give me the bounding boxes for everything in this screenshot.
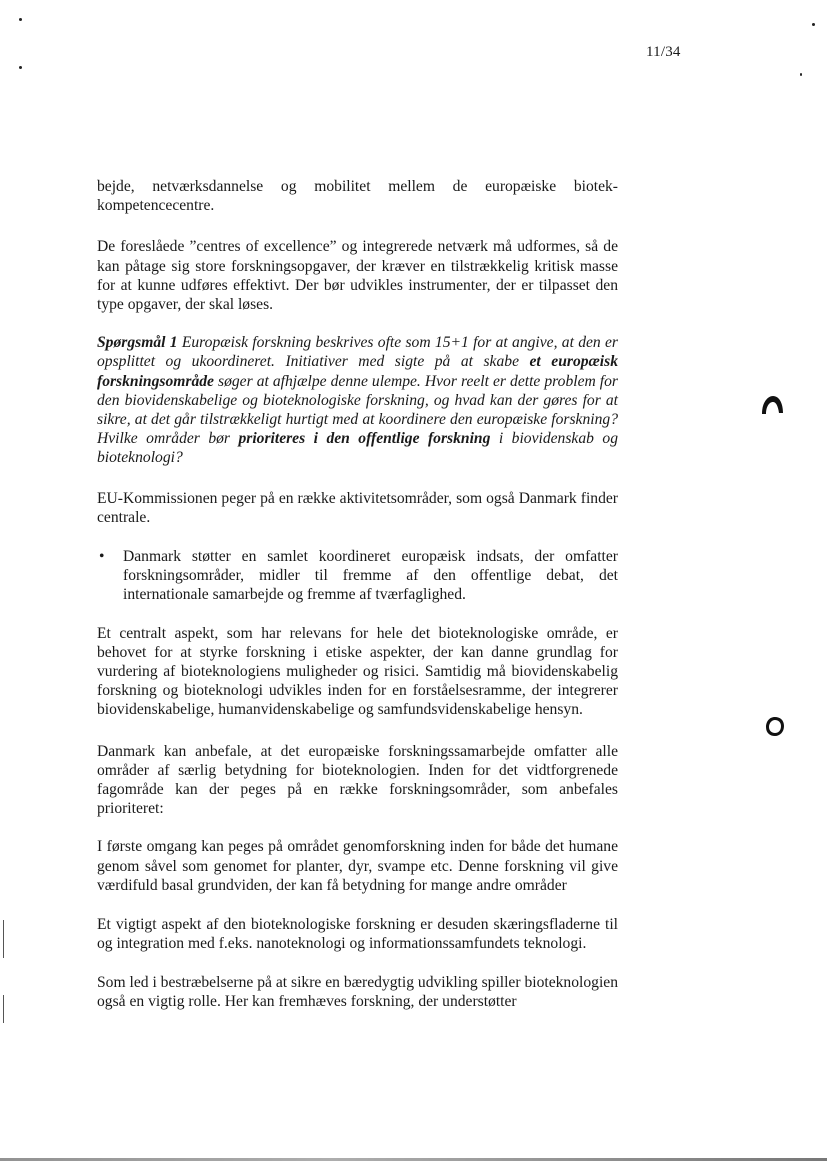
paragraph-centres-of-excellence: De foreslåede ”centres of excellence” og integrerede netværk må udformes, så de kan påtage sig store forskningsopgaver, der kræver en tilstrækkelig kritisk masse for at kunne udføres effektivt. Der bør udvikles instrumenter, der er tilpasset den type opgaver, der skal løses. [97,238,618,314]
paragraph-sustainable-development: Som led i bestræbelserne på at sikre en bæredygtig udvikling spiller bioteknologien også en vigtig rolle. Her kan fremhæves forskning, der understøtter [97,973,618,1010]
paragraph-eu-commission: EU-Kommissionen peger på en række aktivitetsområder, som også Danmark finder centrale. [97,489,618,526]
body-text [97,177,618,1011]
question-emphasis-2: prioriteres i den offentlige forskning [238,430,491,448]
paragraph-ethical-aspects: Et centralt aspekt, som har relevans for hele det bioteknologiske område, er behovet for at styrke forskning i etiske aspekter, der kan danne grundlag for vurdering af bioteknologiens muligheder og risici. Samtidig må biovidenskabelig forskning og bioteknologi udvikles inden for en forståelsesramme, der integrerer biovidenskabelige, humanvidenskabelige og samfundsvidenskabelige hensyn. [97,624,618,719]
paragraph-interfaces: Et vigtigt aspekt af den bioteknologiske forskning er desuden skæringsfladerne til og integration med f.eks. nanoteknologi og informationssamfundets teknologi. [97,916,618,953]
page-number: 11/34 [646,44,681,60]
ink-blot-icon [760,394,784,416]
scan-speck [812,23,815,26]
scan-speck [19,66,22,69]
scan-bottom-edge [0,1158,827,1161]
question-text-1: Europæisk forskning beskrives ofte som 15+1 for at angive, at den er opsplittet og ukoordineret. Initiativer med sigte på at skabe [97,334,618,371]
hole-punch-icon [764,714,786,738]
paragraph-recommendation: Danmark kan anbefale, at det europæiske forskningssamarbejde omfatter alle områder af særlig betydning for bioteknologien. Inden for det vidtforgrenede fagområde kan der peges på en række forskningsområder, som anbefales prioriteret: [97,742,618,818]
scan-edge-mark [3,920,4,958]
bullet-text: Danmark støtter en samlet koordineret europæisk indsats, der omfatter forskningsområder, midler til fremme af den offentlige debat, det internationale samarbejde og fremme af tværfaglighed. [123,548,618,604]
question-1-paragraph [97,333,618,467]
bullet-icon: • [99,548,105,566]
scan-speck [19,18,22,21]
scan-speck [800,73,802,76]
paragraph-genome-research: I første omgang kan peges på området genomforskning inden for både det humane genom såvel som genomet for planter, dyr, svampe etc. Denne forskning vil give værdifuld basal grundviden, der kan få betydning for mange andre områder [97,838,618,894]
question-text-2: søger at afhjælpe denne ulempe. Hvor reelt er dette problem for den biovidenskabelige og bioteknologiske forskning, og hvad kan der gøres for at sikre, at det går tilstrækkeligt hurtigt med at koordinere den europæiske forskning? Hvilke områder bør [97,372,618,448]
question-label: Spørgsmål 1 [97,334,178,352]
scan-edge-mark [3,995,4,1023]
bullet-list-item [97,547,618,605]
paragraph-continuation: bejde, netværksdannelse og mobilitet mellem de europæiske biotek-kompetencecentre. [97,178,618,215]
question-text-3: i biovidenskab og bioteknologi? [97,430,618,467]
question-emphasis-1: et europæisk forskningsområde [97,353,618,390]
